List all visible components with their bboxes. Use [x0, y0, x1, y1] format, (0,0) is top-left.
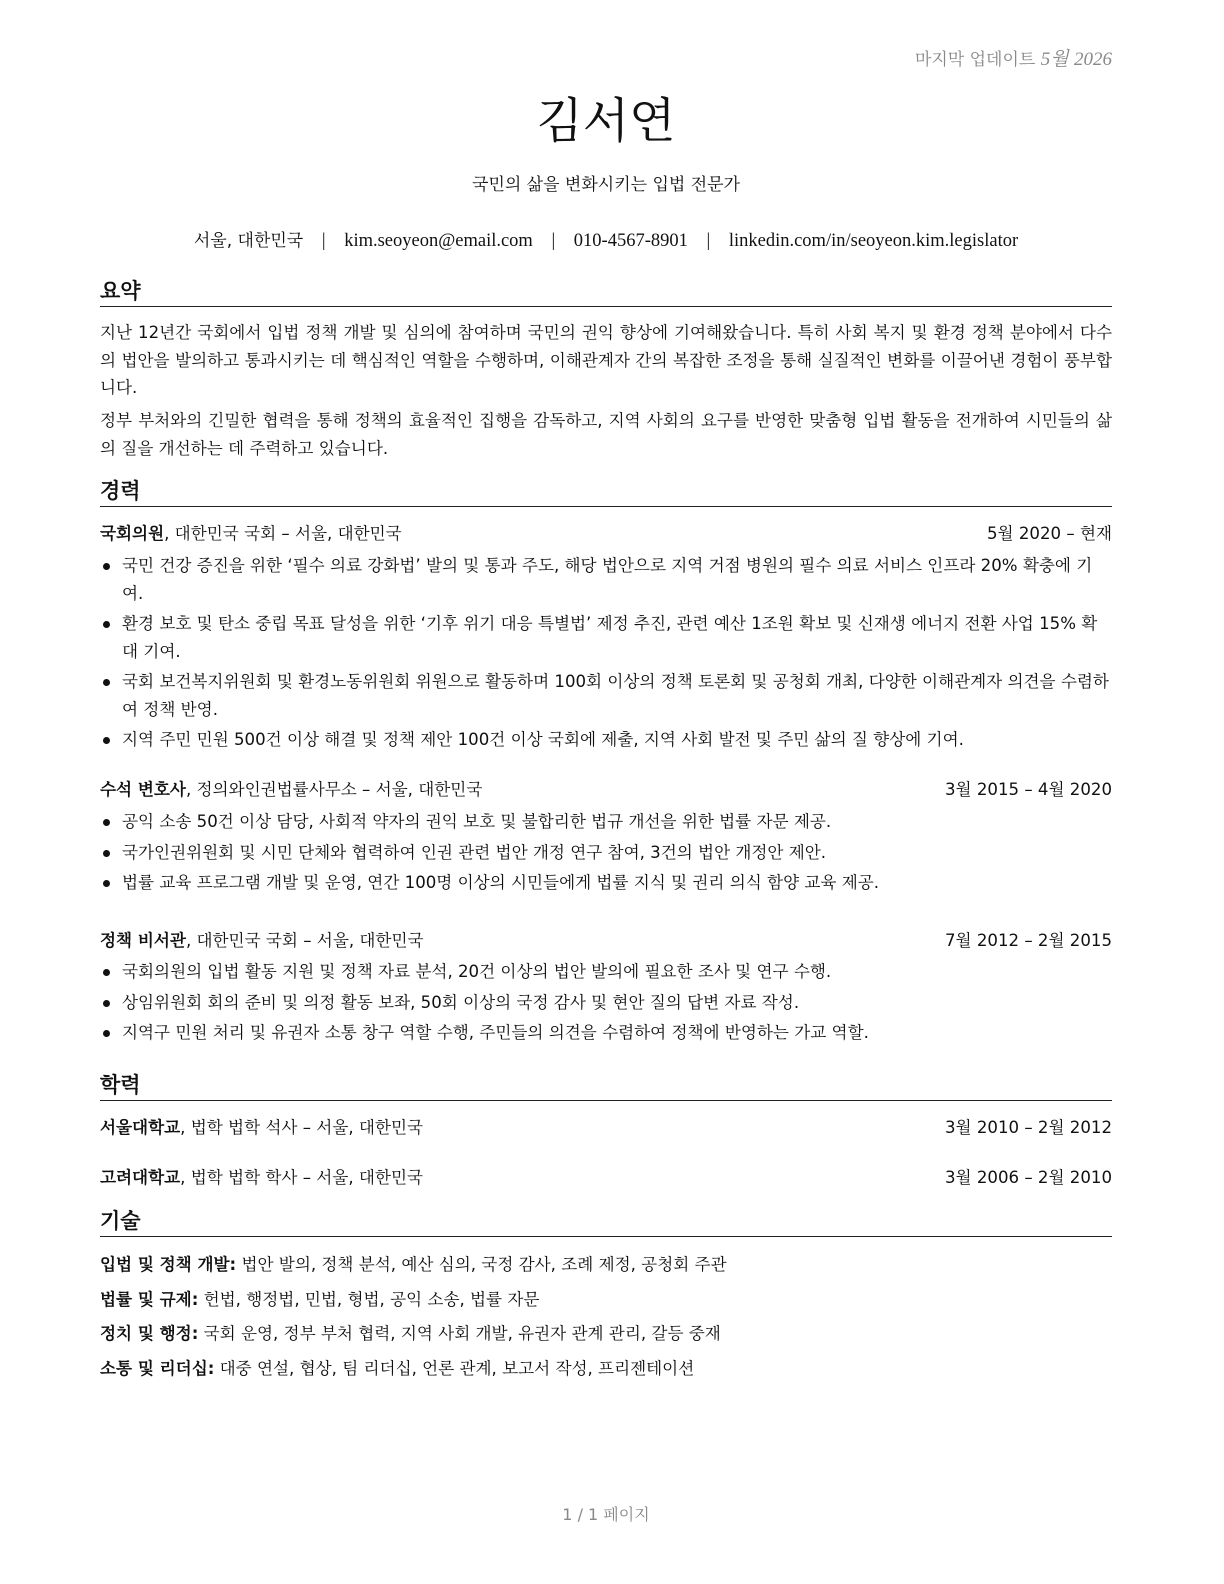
job-header	[100, 521, 1112, 547]
bullet-icon	[103, 563, 110, 570]
bullet-icon	[103, 819, 110, 826]
bullet-text: 국회의원의 입법 활동 지원 및 정책 자료 분석, 20건 이상의 법안 발의에 필요한 조사 및 연구 수행.	[122, 962, 832, 981]
section-title-skills: 기술	[100, 1208, 1112, 1237]
job-title: 수석 변호사	[100, 780, 186, 799]
updated-label: 마지막 업데이트	[914, 50, 1036, 70]
linkedin-link[interactable]: linkedin.com/in/seoyeon.kim.legislator	[728, 231, 1019, 251]
job-date: 7월 2012 – 2월 2015	[944, 931, 1112, 950]
skill-value: 대중 연설, 협상, 팀 리더십, 언론 관계, 보고서 작성, 프리젠테이션	[214, 1359, 695, 1378]
separator: |	[321, 231, 326, 251]
skill-label: 정치 및 행정:	[100, 1324, 199, 1343]
list-item	[100, 552, 1112, 607]
bullet-text: 지역 주민 민원 500건 이상 해결 및 정책 제안 100건 이상 국회에 제출, 지역 사회 발전 및 주민 삶의 질 향상에 기여.	[122, 730, 964, 749]
bullet-icon	[103, 1030, 110, 1037]
skill-value: 국회 운영, 정부 부처 협력, 지역 사회 개발, 유권자 관계 관리, 갈등 중재	[198, 1324, 721, 1343]
bullet-icon	[103, 1000, 110, 1007]
separator: |	[706, 231, 711, 251]
phone: 010-4567-8901	[573, 231, 688, 251]
person-name: 김서연	[536, 93, 676, 149]
updated-year: 2026	[1074, 49, 1112, 70]
updated-month: 5월	[1040, 49, 1069, 70]
job-org: , 대한민국 국회 – 서울, 대한민국	[164, 524, 402, 543]
skill-row	[100, 1356, 1112, 1382]
education-date: 3월 2006 – 2월 2010	[944, 1168, 1112, 1187]
school-name: 고려대학교	[100, 1168, 181, 1187]
section-title-summary: 요약	[100, 278, 1112, 307]
job-bullets	[100, 808, 1112, 900]
bullet-text: 환경 보호 및 탄소 중립 목표 달성을 위한 ‘기후 위기 대응 특별법’ 제정 추진, 관련 예산 1조원 확보 및 신재생 에너지 전환 사업 15% 확대 기여.	[122, 614, 1098, 661]
job-date: 5월 2020 – 현재	[987, 524, 1112, 543]
school-name: 서울대학교	[100, 1118, 181, 1137]
degree-detail: , 법학 법학 학사 – 서울, 대한민국	[180, 1168, 424, 1187]
summary-paragraph: 지난 12년간 국회에서 입법 정책 개발 및 심의에 참여하며 국민의 권익 향상에 기여해왔습니다. 특히 사회 복지 및 환경 정책 분야에서 다수의 법안을 발의하고 통과시키는 데 핵심적인 역할을 수행하며, 이해관계자 간의 복잡한 조정을 통해 실질적인 변화를 이끌어낸 경험이 풍부합니다.	[100, 323, 1112, 397]
list-item	[100, 989, 1112, 1017]
skill-label: 소통 및 리더십:	[100, 1359, 215, 1378]
section-title-experience: 경력	[100, 478, 1112, 507]
skill-row	[100, 1321, 1112, 1347]
job-header	[100, 777, 1112, 803]
list-item	[100, 610, 1112, 665]
contact-line	[100, 226, 1112, 252]
bullet-text: 국회 보건복지위원회 및 환경노동위원회 위원으로 활동하며 100회 이상의 정책 토론회 및 공청회 개최, 다양한 이해관계자 의견을 수렴하여 정책 반영.	[122, 672, 1109, 719]
last-updated	[915, 44, 1112, 71]
job-bullets	[100, 958, 1112, 1050]
skill-label: 법률 및 규제:	[100, 1290, 199, 1309]
resume-page	[100, 0, 1112, 1584]
list-item	[100, 668, 1112, 723]
summary-paragraph: 정부 부처와의 긴밀한 협력을 통해 정책의 효율적인 집행을 감독하고, 지역 사회의 요구를 반영한 맞춤형 입법 활동을 전개하여 시민들의 삶의 질을 개선하는 데 주력하고 있습니다.	[100, 411, 1112, 458]
bullet-text: 법률 교육 프로그램 개발 및 운영, 연간 100명 이상의 시민들에게 법률 지식 및 권리 의식 함양 교육 제공.	[122, 873, 880, 892]
skill-row	[100, 1287, 1112, 1313]
list-item	[100, 1019, 1112, 1047]
job-title: 국회의원	[100, 524, 165, 543]
bullet-text: 공익 소송 50건 이상 담당, 사회적 약자의 권익 보호 및 불합리한 법규 개선을 위한 법률 자문 제공.	[122, 812, 832, 831]
bullet-icon	[103, 880, 110, 887]
skill-value: 법안 발의, 정책 분석, 예산 심의, 국정 감사, 조례 제정, 공청회 주관	[236, 1255, 727, 1274]
bullet-icon	[103, 737, 110, 744]
list-item	[100, 839, 1112, 867]
skill-row	[100, 1252, 1112, 1278]
bullet-icon	[103, 679, 110, 686]
bullet-icon	[103, 621, 110, 628]
education-date: 3월 2010 – 2월 2012	[944, 1118, 1112, 1137]
skill-value: 헌법, 행정법, 민법, 형법, 공익 소송, 법률 자문	[198, 1290, 540, 1309]
page-number: 1 / 1 페이지	[562, 1505, 650, 1524]
email-link[interactable]: kim.seoyeon@email.com	[344, 231, 533, 251]
bullet-text: 지역구 민원 처리 및 유권자 소통 창구 역할 수행, 주민들의 의견을 수렴하여 정책에 반영하는 가교 역할.	[122, 1023, 869, 1042]
education-item	[100, 1165, 1112, 1191]
job-header	[100, 928, 1112, 954]
list-item	[100, 726, 1112, 754]
job-bullets	[100, 552, 1112, 757]
education-item	[100, 1115, 1112, 1141]
tagline: 국민의 삶을 변화시키는 입법 전문가	[472, 175, 740, 195]
degree-detail: , 법학 법학 석사 – 서울, 대한민국	[180, 1118, 424, 1137]
section-title-education: 학력	[100, 1072, 1112, 1101]
separator: |	[551, 231, 556, 251]
list-item	[100, 808, 1112, 836]
skill-label: 입법 및 정책 개발:	[100, 1255, 237, 1274]
location: 서울, 대한민국	[193, 231, 304, 251]
bullet-icon	[103, 969, 110, 976]
job-date: 3월 2015 – 4월 2020	[944, 780, 1112, 799]
bullet-icon	[103, 850, 110, 857]
job-title: 정책 비서관	[100, 931, 186, 950]
job-org: , 정의와인권법률사무소 – 서울, 대한민국	[185, 780, 483, 799]
list-item	[100, 958, 1112, 986]
job-org: , 대한민국 국회 – 서울, 대한민국	[185, 931, 424, 950]
bullet-text: 국민 건강 증진을 위한 ‘필수 의료 강화법’ 발의 및 통과 주도, 해당 법안으로 지역 거점 병원의 필수 의료 서비스 인프라 20% 확충에 기여.	[122, 556, 1093, 603]
bullet-text: 상임위원회 회의 준비 및 의정 활동 보좌, 50회 이상의 국정 감사 및 현안 질의 답변 자료 작성.	[122, 992, 800, 1012]
bullet-text: 국가인권위원회 및 시민 단체와 협력하여 인권 관련 법안 개정 연구 참여, 3건의 법안 개정안 제안.	[122, 842, 827, 862]
list-item	[100, 869, 1112, 897]
